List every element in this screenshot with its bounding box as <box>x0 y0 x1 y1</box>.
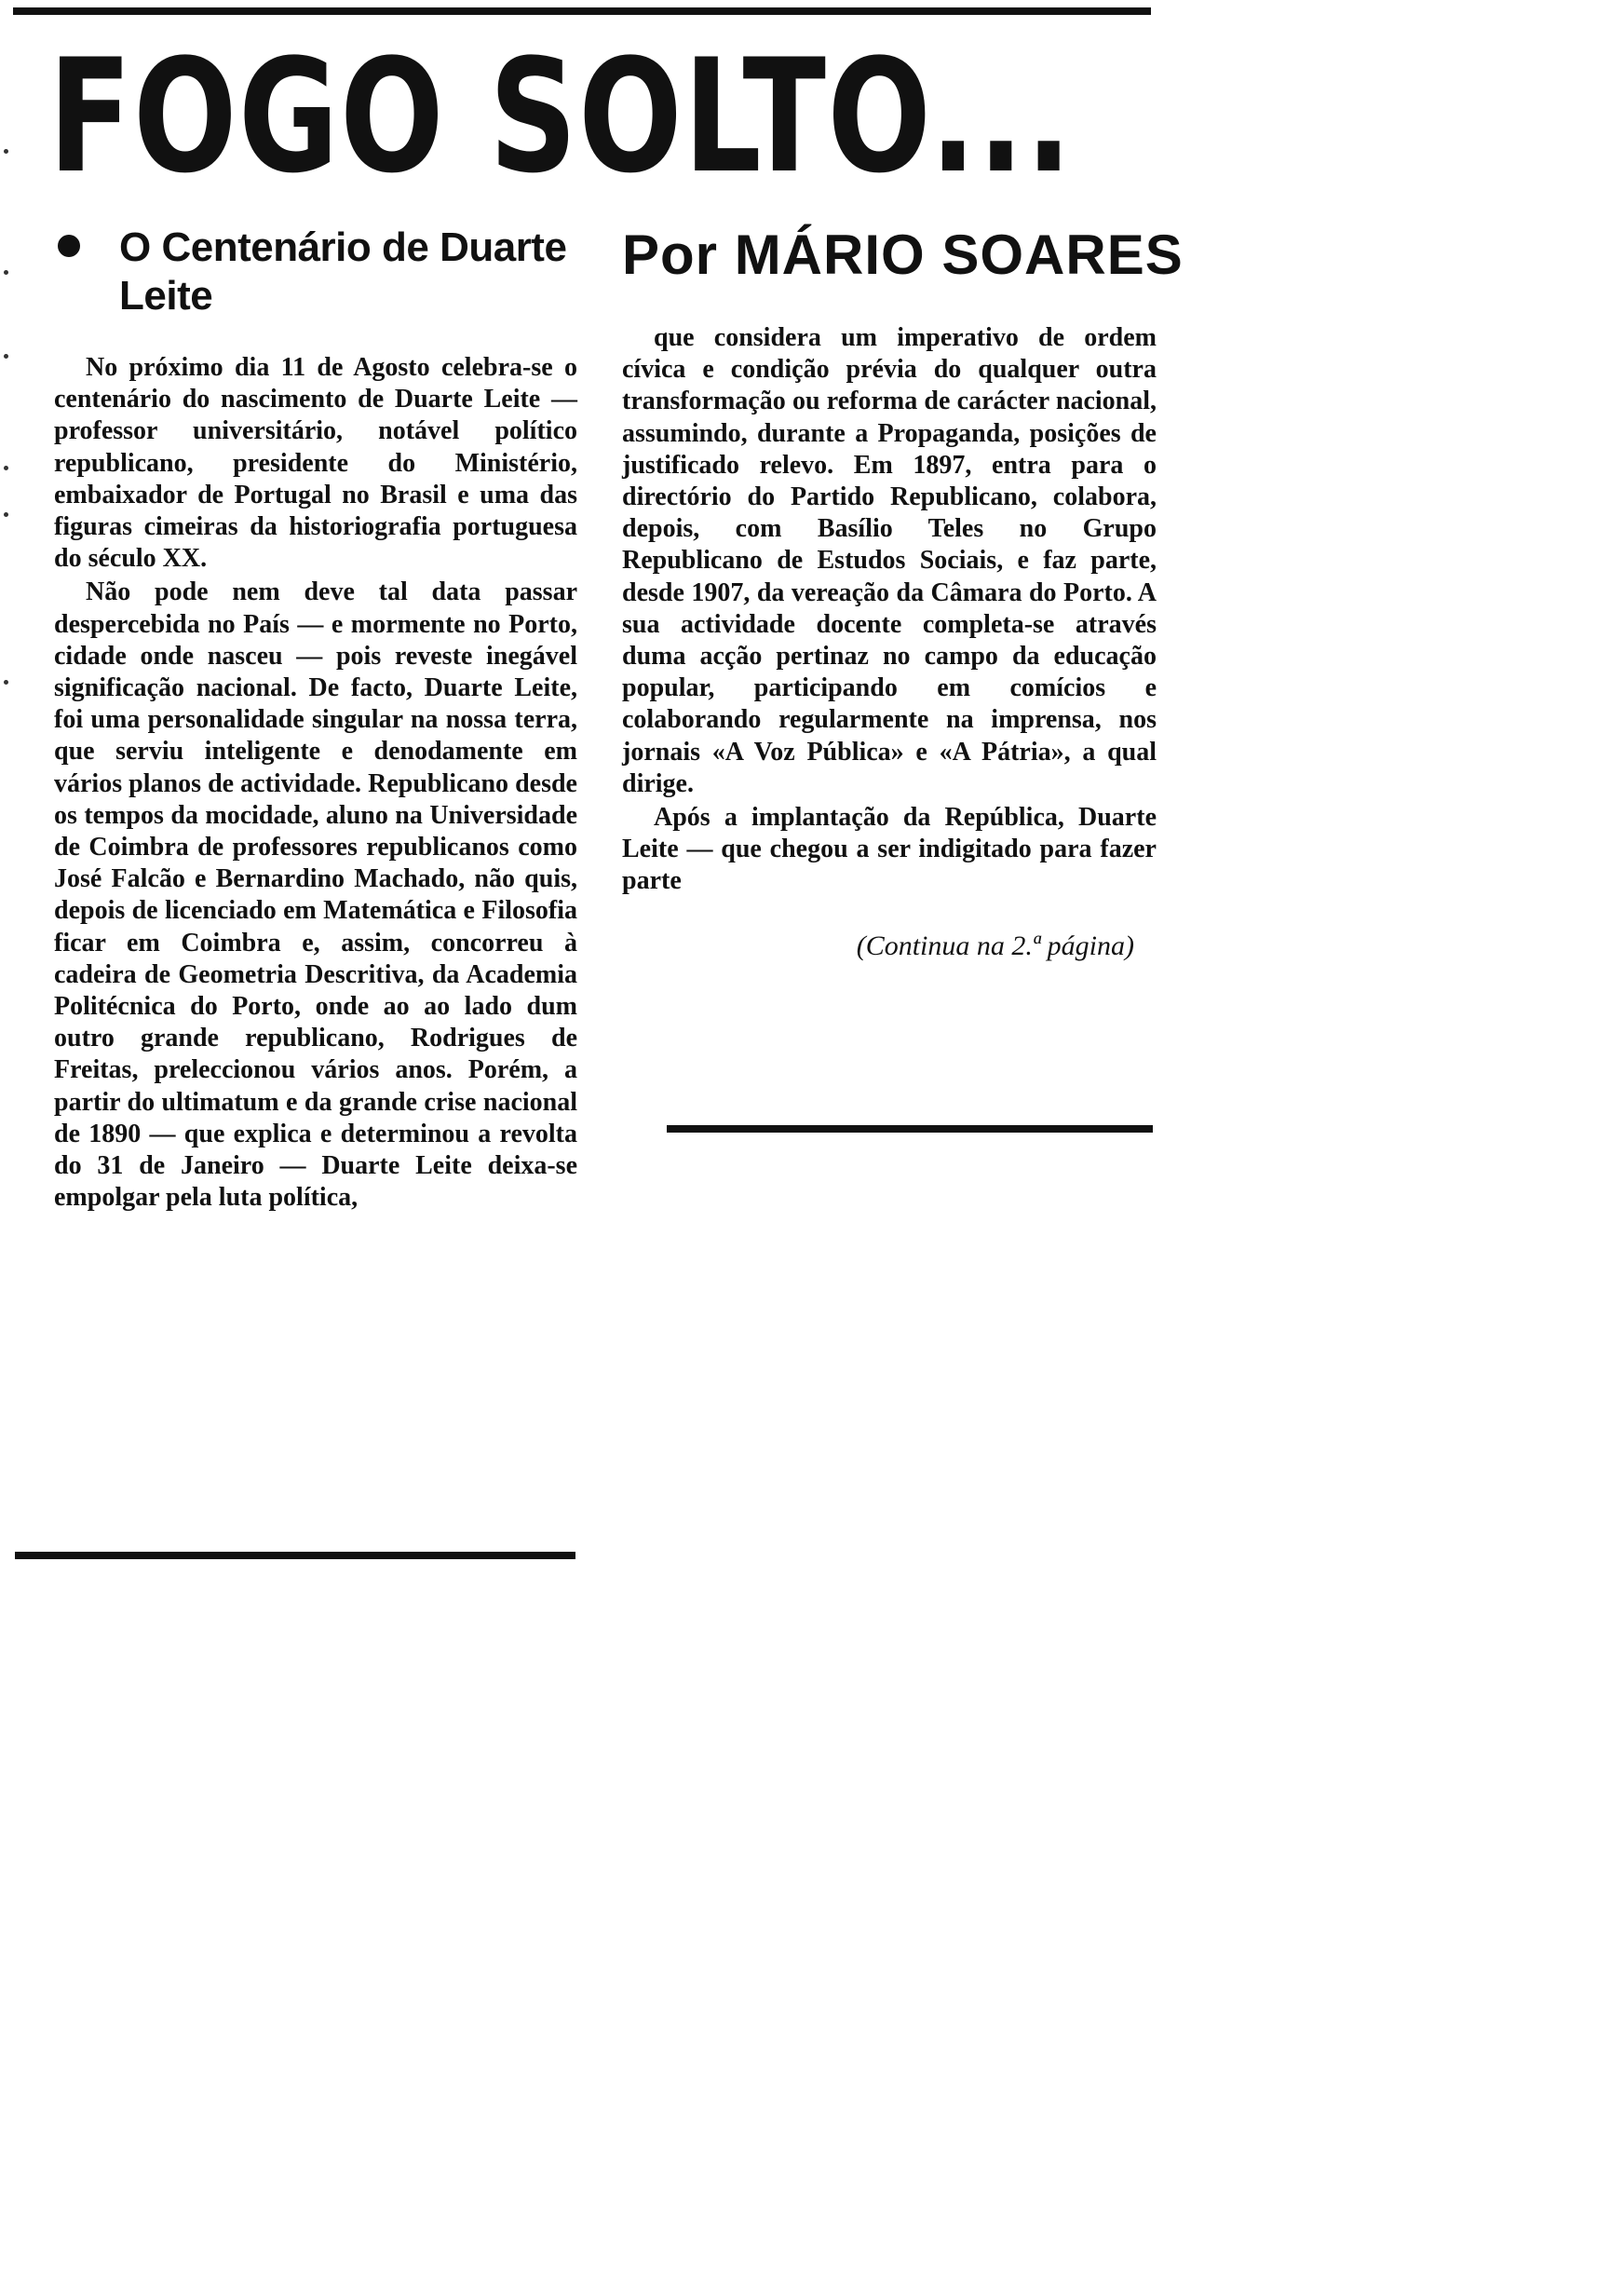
article-paragraph: Após a implantação da República, Duarte Leite — que chegou a ser indigitado para fazer parte <box>622 803 1157 896</box>
headline: FOGO SOLTO... <box>48 25 1074 208</box>
article-paragraph: No próximo dia 11 de Agosto celebra-se o centenário do nascimento de Duarte Leite — professor universitário, notável político republicano, presidente do Ministério, embaixador de Portugal no Brasil e uma das figuras cimeiras da historiografia portuguesa do século XX. <box>54 353 577 574</box>
scan-edge-marks <box>4 112 11 689</box>
column-end-rule <box>667 1125 1153 1133</box>
section-heading-text: O Centenário de Duarte Leite <box>119 224 567 319</box>
section-heading <box>54 224 577 320</box>
continued-note: (Continua na 2.ª página) <box>856 930 1134 961</box>
bottom-rule <box>15 1552 575 1559</box>
article-paragraph: Não pode nem deve tal data passar despercebida no País — e mormente no Porto, cidade onde nasceu — pois reveste inegável significação nacional. De facto, Duarte Leite, foi uma personalidade singular na nossa terra, que serviu inteligente e denodamente em vários planos de actividade. Republicano desde os tempos da mocidade, aluno na Universidade de Coimbra de professores republicanos como José Falcão e Bernardino Machado, não quis, depois de licenciado em Matemática e Filosofia ficar em Coimbra e, assim, concorreu à cadeira de Geometria Descritiva, da Academia Politécnica do Porto, onde ao ao lado dum outro grande republicano, Rodrigues de Freitas, preleccionou vários anos. Porém, a partir do ultimatum e da grande crise nacional de 1890 — que explica e determinou a revolta do 31 de Janeiro — Duarte Leite deixa-se empolgar pela luta política, <box>54 577 577 1213</box>
byline: Por MÁRIO SOARES <box>622 224 1184 286</box>
top-rule <box>13 7 1151 15</box>
article-paragraph: que considera um imperativo de ordem cívica e condição prévia do qualquer outra transformação ou reforma de carácter nacional, assumindo, durante a Propaganda, posições de justificado relevo. Em 1897, entra para o directório do Partido Republicano, colabora, depois, com Basílio Teles no Grupo Republicano de Estudos Sociais, e faz parte, desde 1907, da vereação da Câmara do Porto. A sua actividade docente completa-se através duma acção pertinaz no campo da educação popular, participando em comícios e colaborando regularmente na imprensa, nos jornais «A Voz Pública» e «A Pátria», a qual dirige. <box>622 323 1157 798</box>
bullet-icon <box>58 235 80 257</box>
right-column <box>622 224 1184 963</box>
left-column <box>54 224 577 1214</box>
